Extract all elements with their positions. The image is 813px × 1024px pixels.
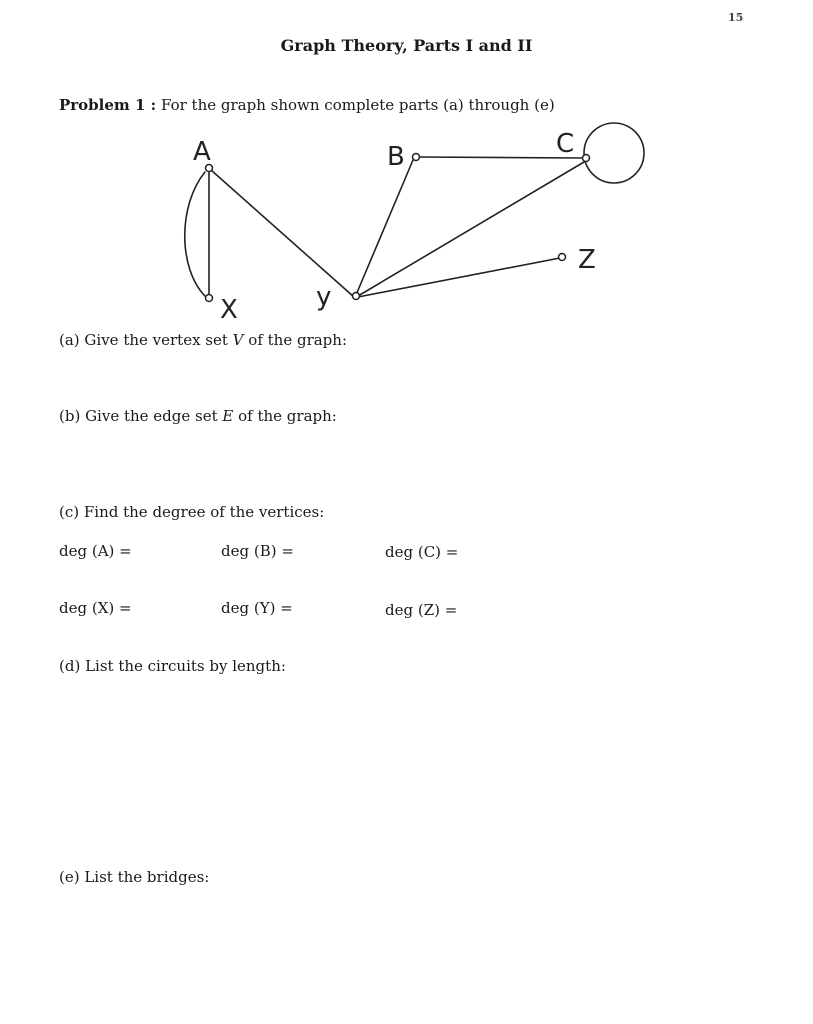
vertex-x: [206, 295, 213, 302]
vertex-label-y: y: [316, 282, 332, 312]
question-e: (e) List the bridges:: [59, 868, 210, 886]
question-b-suffix: of the graph:: [233, 407, 337, 425]
vertex-label-z: Z: [578, 245, 596, 275]
edge-set-symbol: E: [222, 407, 234, 425]
vertex-c: [583, 155, 590, 162]
vertex-label-b: B: [387, 142, 405, 172]
degree-y: deg (Y) =: [221, 599, 293, 617]
page-title: Graph Theory, Parts I and II: [280, 36, 533, 55]
degree-a: deg (A) =: [59, 542, 132, 560]
degree-c: deg (C) =: [385, 543, 459, 561]
vertex-b: [413, 154, 420, 161]
question-b-text: (b) Give the edge set: [59, 407, 223, 425]
question-a: [59, 331, 347, 349]
question-c: (c) Find the degree of the vertices:: [59, 503, 325, 521]
vertex-z: [559, 254, 566, 261]
question-a-suffix: of the graph:: [243, 331, 347, 349]
vertex-label-x: X: [220, 295, 238, 325]
degree-x: deg (X) =: [59, 599, 132, 617]
question-b: [59, 407, 337, 425]
question-d: (d) List the circuits by length:: [59, 657, 286, 675]
degree-z: deg (Z) =: [385, 601, 458, 619]
loop-c: [584, 123, 644, 183]
page-number: 15: [728, 11, 744, 24]
edge-b-y: [356, 160, 413, 295]
vertex-set-symbol: V: [232, 331, 244, 349]
degree-b: deg (B) =: [221, 542, 294, 560]
edge-a-x-curved: [185, 172, 205, 296]
edge-a-y: [211, 170, 354, 297]
vertex-label-a: A: [193, 137, 211, 167]
vertex-y: [353, 293, 360, 300]
graph-figure: [0, 0, 813, 330]
vertex-label-c: C: [556, 129, 575, 159]
problem-text: For the graph shown complete parts (a) through (e): [161, 96, 555, 114]
question-a-text: (a) Give the vertex set: [59, 331, 233, 349]
problem-label: Problem 1 :: [59, 96, 157, 114]
